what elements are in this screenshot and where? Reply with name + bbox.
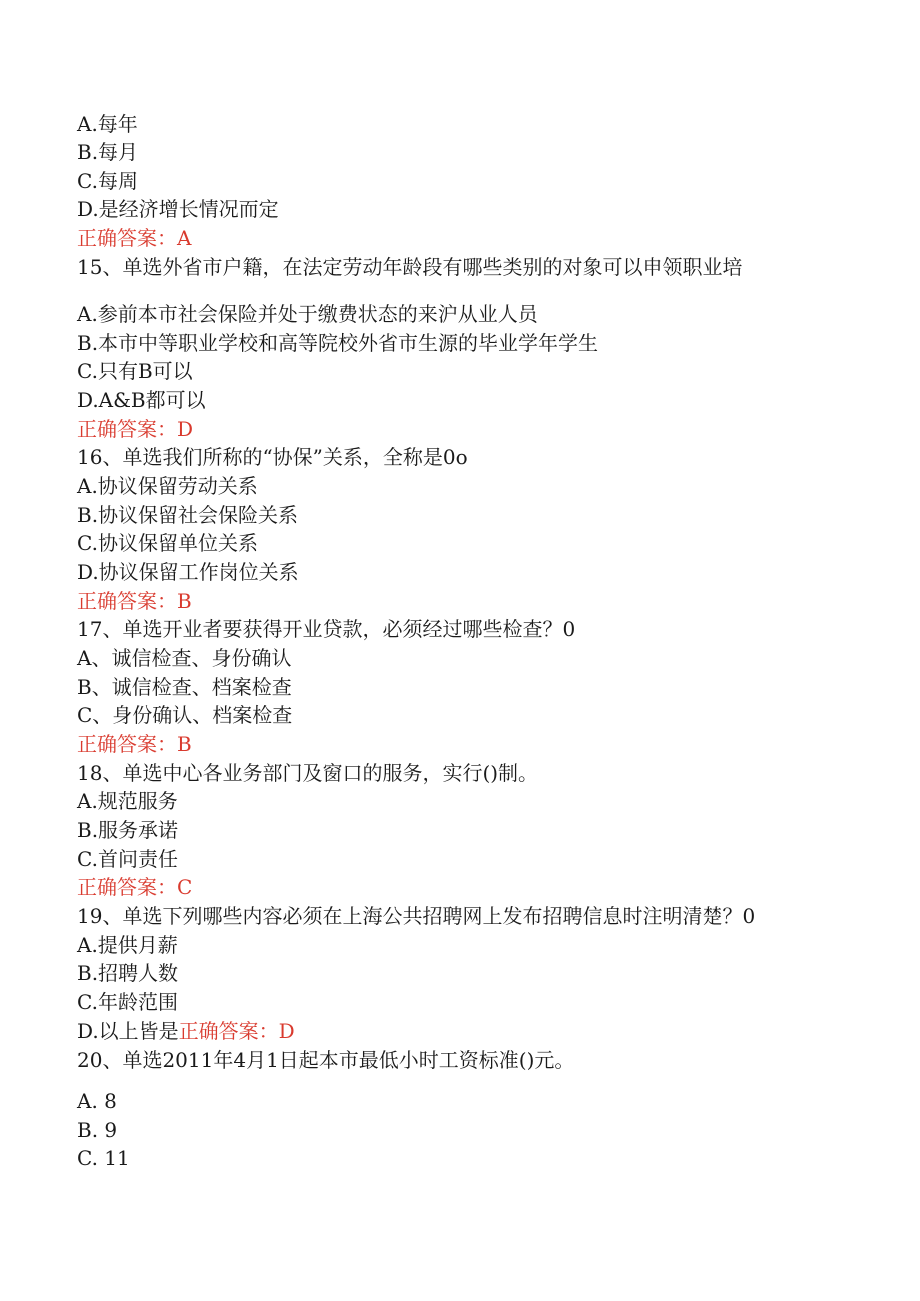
option-a: A.规范服务 [77,789,178,813]
option-b: B、诚信检查、档案检查 [77,675,292,699]
correct-answer: 正确答案：D [178,1019,295,1043]
question-19: 19、单选下列哪些内容必须在上海公共招聘网上发布招聘信息时注明清楚？0 [77,904,756,928]
option-c: C. 11 [77,1146,130,1170]
option-b: B. 9 [77,1118,118,1142]
correct-answer: 正确答案：B [77,732,192,756]
option-a: A、诚信检查、身份确认 [77,646,292,670]
question-20: 20、单选2011年4月1日起本市最低小时工资标准()元。 [77,1048,575,1072]
option-b: B.服务承诺 [77,818,179,842]
option-d-with-answer [77,1017,295,1045]
option-b: B.协议保留社会保险关系 [77,503,299,527]
option-d: D.协议保留工作岗位关系 [77,560,299,584]
option-a: A. 8 [77,1089,117,1113]
option-a: A.每年 [77,112,138,136]
option-c: C.年龄范围 [77,990,178,1014]
option-b: B.招聘人数 [77,961,179,985]
option-c: C.首问责任 [77,847,178,871]
option-a: A.参前本市社会保险并处于缴费状态的来沪从业人员 [77,302,538,326]
option-c: C.每周 [77,169,138,193]
option-c: C、身份确认、档案检查 [77,703,293,727]
option-d: D.以上皆是 [77,1019,179,1043]
option-d: D.A&B都可以 [77,388,206,412]
question-15: 15、单选外省市户籍，在法定劳动年龄段有哪些类别的对象可以申领职业培 [77,255,743,279]
correct-answer: 正确答案：C [77,875,193,899]
option-b: B.本市中等职业学校和高等院校外省市生源的毕业学年学生 [77,331,599,355]
question-16: 16、单选我们所称的“协保”关系，全称是0o [77,445,468,469]
option-a: A.协议保留劳动关系 [77,474,258,498]
option-c: C.只有B可以 [77,359,193,383]
correct-answer: 正确答案：A [77,226,192,250]
question-18: 18、单选中心各业务部门及窗口的服务，实行()制。 [77,761,539,785]
question-17: 17、单选开业者要获得开业贷款，必须经过哪些检查？0 [77,617,576,641]
correct-answer: 正确答案：D [77,417,194,441]
option-a: A.提供月薪 [77,933,178,957]
option-c: C.协议保留单位关系 [77,531,258,555]
correct-answer: 正确答案：B [77,589,192,613]
option-b: B.每月 [77,140,139,164]
option-d: D.是经济增长情况而定 [77,197,279,221]
